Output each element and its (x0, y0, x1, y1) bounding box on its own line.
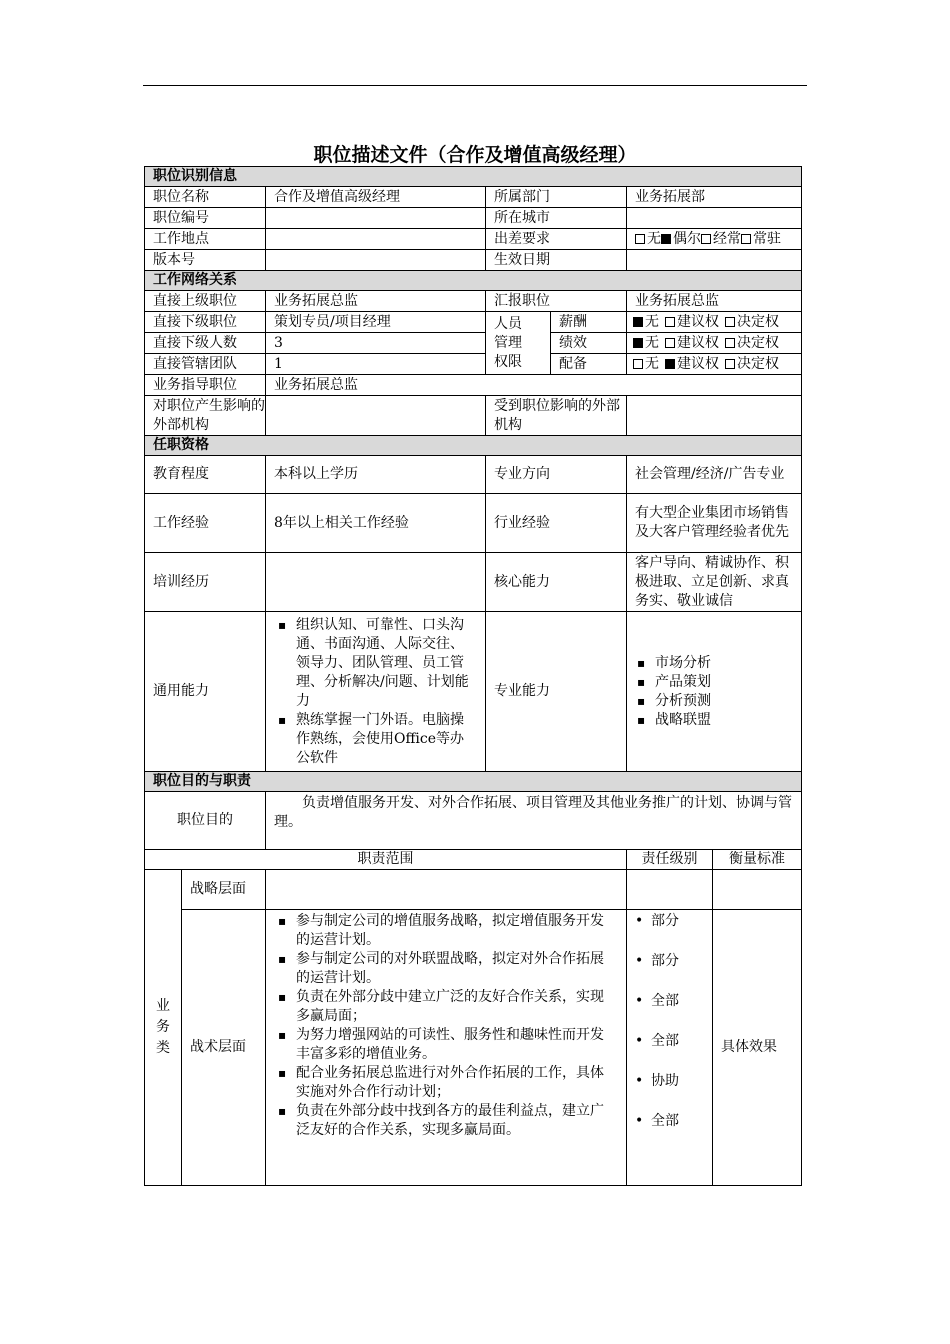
category-label: 业务类 (145, 870, 182, 1186)
auth-row-label: 配备 (551, 354, 627, 375)
ext-affected-label: 受到职位影响的外部机构 (486, 396, 627, 436)
scope-header: 职责范围 (145, 850, 627, 870)
city-value (627, 208, 802, 229)
training-label: 培训经历 (145, 553, 266, 612)
checkbox-empty-icon (741, 234, 751, 244)
section-network: 工作网络关系 (145, 271, 802, 291)
list-item: ▪ 参与制定公司的对外联盟战略，拟定对外合作拓展的运营计划。 (274, 950, 612, 988)
superior-label: 直接上级职位 (145, 291, 266, 312)
tactical-levels (627, 910, 713, 1186)
authority-label: 人员管理权限 (486, 312, 551, 375)
level-item: • 全部 (629, 1032, 712, 1051)
auth-row-options: 无 建议权 决定权 (627, 333, 802, 354)
section-id-info: 职位识别信息 (145, 167, 802, 187)
ext-affect-label: 对职位产生影响的外部机构 (145, 396, 266, 436)
auth-row-options: 无 建议权 决定权 (627, 354, 802, 375)
department-value: 业务拓展部 (627, 187, 802, 208)
auth-row-options: 无 建议权 决定权 (627, 312, 802, 333)
list-item: ▪ 为努力增强网站的可读性、服务性和趣味性而开发丰富多彩的增值业务。 (274, 1026, 612, 1064)
level-header: 责任级别 (627, 850, 713, 870)
level-item: • 协助 (629, 1072, 712, 1091)
list-item: ▪ 熟练掌握一门外语。电脑操作熟练，会使用Office等办公软件 (274, 711, 473, 768)
core-ability-label: 核心能力 (486, 553, 627, 612)
travel-options: 无 偶尔 经常 常驻 (627, 229, 802, 250)
training-value (266, 553, 486, 612)
checkbox-filled-icon (633, 317, 643, 327)
sub-count-label: 直接下级人数 (145, 333, 266, 354)
position-name-label: 职位名称 (145, 187, 266, 208)
level-item: • 部分 (629, 912, 712, 931)
report-value: 业务拓展总监 (627, 291, 802, 312)
checkbox-empty-icon (665, 317, 675, 327)
position-code-value (266, 208, 486, 229)
tactical-items (266, 910, 627, 1186)
checkbox-empty-icon (633, 359, 643, 369)
education-label: 教育程度 (145, 456, 266, 494)
auth-row-label: 薪酬 (551, 312, 627, 333)
city-label: 所在城市 (486, 208, 627, 229)
list-item: ▪ 分析预测 (633, 692, 801, 711)
team-label: 直接管辖团队 (145, 354, 266, 375)
auth-row-label: 绩效 (551, 333, 627, 354)
effective-date-value (627, 250, 802, 271)
version-label: 版本号 (145, 250, 266, 271)
level-item: • 全部 (629, 992, 712, 1011)
work-place-label: 工作地点 (145, 229, 266, 250)
guide-value: 业务拓展总监 (266, 375, 802, 396)
checkbox-empty-icon (725, 317, 735, 327)
document-title: 职位描述文件（合作及增值高级经理） (313, 144, 637, 166)
major-value: 社会管理/经济/广告专业 (627, 456, 802, 494)
position-name-value: 合作及增值高级经理 (266, 187, 486, 208)
measure-header: 衡量标准 (713, 850, 802, 870)
experience-label: 工作经验 (145, 494, 266, 553)
header-rule (143, 85, 807, 86)
purpose-label: 职位目的 (145, 792, 266, 850)
checkbox-filled-icon (633, 338, 643, 348)
general-ability-label: 通用能力 (145, 612, 266, 772)
list-item: ▪ 组织认知、可靠性、口头沟通、书面沟通、人际交往、领导力、团队管理、员工管理、分析解决/问题、计划能力 (274, 616, 473, 711)
ext-affect-value (266, 396, 486, 436)
ext-affected-value (627, 396, 802, 436)
checkbox-empty-icon (725, 338, 735, 348)
superior-value: 业务拓展总监 (266, 291, 486, 312)
strategic-content (266, 870, 627, 910)
job-description-table (144, 166, 802, 1186)
list-item: ▪ 负责在外部分歧中找到各方的最佳利益点，建立广泛友好的合作关系，实现多赢局面。 (274, 1102, 612, 1140)
work-place-value (266, 229, 486, 250)
position-code-label: 职位编号 (145, 208, 266, 229)
purpose-text: 负责增值服务开发、对外合作拓展、项目管理及其他业务推广的计划、协调与管理。 (266, 792, 802, 850)
strategic-level (627, 870, 713, 910)
list-item: ▪ 负责在外部分歧中建立广泛的友好合作关系，实现多赢局面； (274, 988, 612, 1026)
industry-label: 行业经验 (486, 494, 627, 553)
tactical-label: 战术层面 (182, 910, 266, 1186)
tactical-measure: 具体效果 (713, 910, 802, 1186)
experience-value: 8年以上相关工作经验 (266, 494, 486, 553)
list-item: ▪ 市场分析 (633, 654, 801, 673)
subordinate-label: 直接下级职位 (145, 312, 266, 333)
list-item: ▪ 产品策划 (633, 673, 801, 692)
list-item: ▪ 参与制定公司的增值服务战略，拟定增值服务开发的运营计划。 (274, 912, 612, 950)
checkbox-filled-icon (661, 234, 671, 244)
strategic-label: 战略层面 (182, 870, 266, 910)
major-label: 专业方向 (486, 456, 627, 494)
checkbox-empty-icon (665, 338, 675, 348)
guide-label: 业务指导职位 (145, 375, 266, 396)
pro-ability-label: 专业能力 (486, 612, 627, 772)
sub-count-value: 3 (266, 333, 486, 354)
strategic-measure (713, 870, 802, 910)
industry-value: 有大型企业集团市场销售及大客户管理经验者优先 (627, 494, 802, 553)
checkbox-empty-icon (725, 359, 735, 369)
effective-date-label: 生效日期 (486, 250, 627, 271)
team-value: 1 (266, 354, 486, 375)
subordinate-value: 策划专员/项目经理 (266, 312, 486, 333)
section-purpose-duty: 职位目的与职责 (145, 772, 802, 792)
pro-ability-list (627, 612, 802, 772)
general-ability-list (266, 612, 486, 772)
checkbox-empty-icon (635, 234, 645, 244)
education-value: 本科以上学历 (266, 456, 486, 494)
report-label: 汇报职位 (486, 291, 627, 312)
section-qualification: 任职资格 (145, 436, 802, 456)
level-item: • 全部 (629, 1112, 712, 1131)
checkbox-filled-icon (665, 359, 675, 369)
department-label: 所属部门 (486, 187, 627, 208)
list-item: ▪ 配合业务拓展总监进行对外合作拓展的工作，具体实施对外合作行动计划； (274, 1064, 612, 1102)
travel-label: 出差要求 (486, 229, 627, 250)
level-item: • 部分 (629, 952, 712, 971)
list-item: ▪ 战略联盟 (633, 711, 801, 730)
checkbox-empty-icon (701, 234, 711, 244)
version-value (266, 250, 486, 271)
core-ability-value: 客户导向、精诚协作、积极进取、立足创新、求真务实、敬业诚信 (627, 553, 802, 612)
